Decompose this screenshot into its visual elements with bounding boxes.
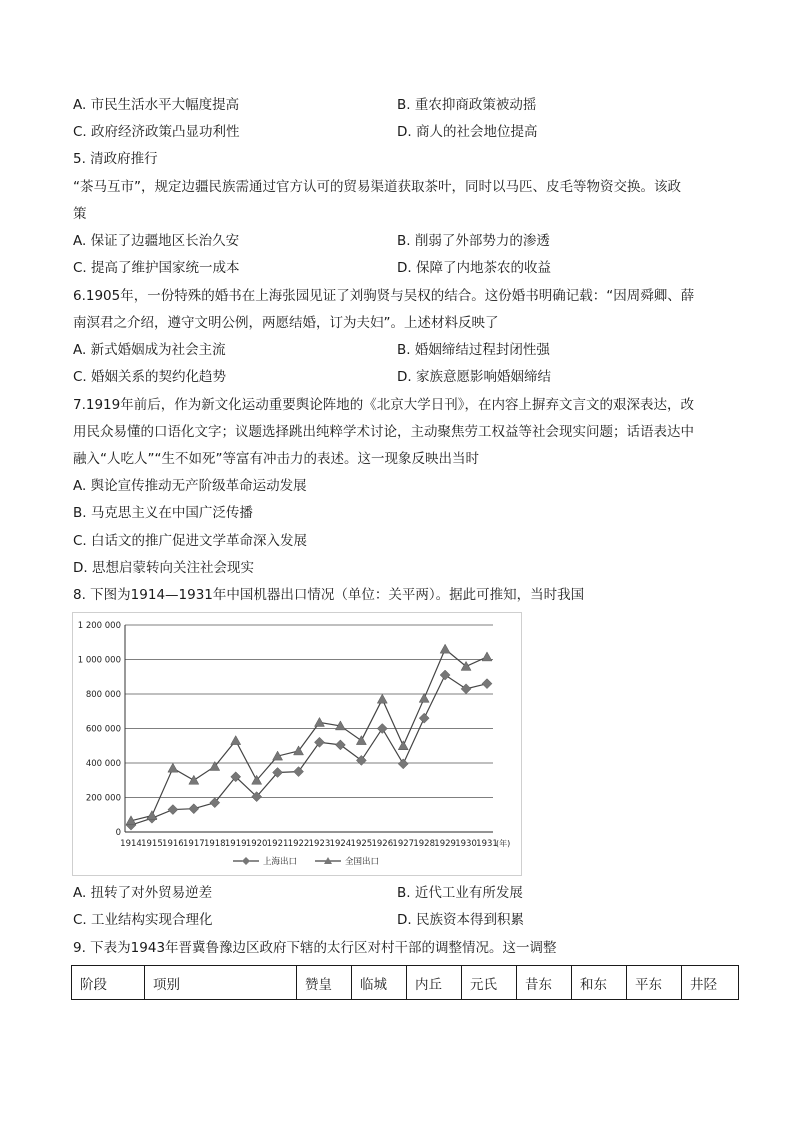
y-tick-label: 1 200 000 [77, 621, 121, 631]
q4-option-a: A. 市民生活水平大幅度提高 [73, 97, 240, 113]
table-header-cell: 项别 [145, 966, 297, 1000]
x-tick-label: 1914 [120, 839, 142, 849]
data-point-diamond [335, 740, 345, 750]
machine-export-chart [72, 612, 522, 876]
data-point-diamond [440, 670, 450, 680]
x-tick-label: 1918 [203, 839, 226, 849]
data-point-diamond [419, 713, 429, 723]
q6-stem-line2: 南溟君之介绍，遵守文明公例，两愿结婚，订为夫妇”。上述材料反映了 [73, 315, 499, 331]
q4-option-c: C. 政府经济政策凸显功利性 [73, 124, 240, 140]
q5-option-d: D. 保障了内地茶农的收益 [397, 260, 551, 276]
data-point-triangle [440, 644, 450, 653]
x-tick-label: 1926 [371, 839, 394, 849]
y-tick-label: 600 000 [85, 724, 121, 735]
table-header-cell: 昔东 [517, 966, 572, 1000]
q6-option-a: A. 新式婚姻成为社会主流 [73, 342, 226, 358]
x-tick-label: 1925 [350, 839, 373, 849]
data-point-diamond [398, 759, 408, 769]
data-point-triangle [398, 741, 408, 750]
table-header-cell: 内丘 [407, 966, 462, 1000]
x-tick-label: 1924 [329, 839, 352, 849]
x-tick-label: 1928 [413, 839, 435, 849]
q6-stem-line1: 6.1905年，一份特殊的婚书在上海张园见证了刘驹贤与吴权的结合。这份婚书明确记载：“因周舜卿、薛 [73, 288, 695, 304]
data-point-triangle [482, 652, 492, 661]
q8-option-b: B. 近代工业有所发展 [397, 885, 523, 901]
q6-option-b: B. 婚姻缔结过程封闭性强 [397, 342, 550, 358]
q9-stem: 9. 下表为1943年晋冀鲁豫边区政府下辖的太行区对村干部的调整情况。这一调整 [73, 940, 557, 956]
q5-stem-line3: 策 [73, 206, 87, 222]
x-tick-label: 1927 [392, 839, 415, 849]
table-header-cell: 和东 [572, 966, 627, 1000]
table-header-cell: 阶段 [72, 966, 145, 1000]
data-point-triangle [147, 811, 157, 820]
y-tick-label: 200 000 [85, 793, 121, 804]
q8-option-a: A. 扭转了对外贸易逆差 [73, 885, 213, 901]
q8-stem: 8. 下图为1914—1931年中国机器出口情况（单位：关平两）。据此可推知，当时我国 [73, 587, 585, 603]
table-header-cell: 临城 [352, 966, 407, 1000]
legend-label: 全国出口 [345, 857, 380, 867]
table-header-cell: 元氏 [462, 966, 517, 1000]
q8-option-c: C. 工业结构实现合理化 [73, 912, 213, 928]
y-tick-label: 0 [115, 828, 121, 838]
q7-stem-line3: 融入“人吃人”“生不如死”等富有冲击力的表述。这一现象反映出当时 [73, 451, 479, 467]
cadre-adjustment-table [71, 965, 739, 1000]
data-point-triangle [189, 775, 199, 784]
legend-marker-diamond [242, 857, 250, 865]
data-point-triangle [356, 736, 366, 745]
q7-stem-line1: 7.1919年前后，作为新文化运动重要舆论阵地的《北京大学日刊》，在内容上摒弃文言文的艰深表达，改 [73, 397, 694, 413]
q5-option-c: C. 提高了维护国家统一成本 [73, 260, 240, 276]
data-point-triangle [231, 736, 241, 745]
series-line-1 [131, 649, 487, 821]
x-tick-label: 1917 [183, 839, 205, 849]
q6-option-c: C. 婚姻关系的契约化趋势 [73, 369, 227, 385]
x-tick-label: 1923 [308, 839, 331, 849]
y-tick-label: 1 000 000 [77, 655, 121, 666]
x-tick-label: 1920 [245, 839, 268, 849]
table-header-cell: 平东 [627, 966, 682, 1000]
q7-option-d: D. 思想启蒙转向关注社会现实 [73, 560, 254, 576]
data-point-triangle [377, 694, 387, 703]
data-point-diamond [482, 679, 492, 689]
q7-option-c: C. 白话文的推广促进文学革命深入发展 [73, 533, 308, 549]
q7-stem-line2: 用民众易懂的口语化文字；议题选择跳出纯粹学术讨论，主动聚焦劳工权益等社会现实问题；话语表达中 [73, 424, 694, 440]
x-tick-label: 1919 [224, 839, 247, 849]
x-tick-label: 1930 [455, 839, 477, 849]
data-point-triangle [419, 693, 429, 702]
x-tick-label: 1929 [434, 839, 456, 849]
table-header-row [72, 966, 739, 1000]
x-tick-label: 1921 [266, 839, 289, 849]
y-tick-label: 400 000 [85, 759, 121, 769]
q6-option-d: D. 家族意愿影响婚姻缔结 [397, 369, 551, 385]
series-line-0 [131, 675, 487, 825]
data-point-diamond [314, 737, 324, 747]
data-point-diamond [461, 684, 471, 694]
data-point-triangle [314, 717, 324, 726]
q7-option-a: A. 舆论宣传推动无产阶级革命运动发展 [73, 478, 307, 494]
data-point-diamond [294, 767, 304, 777]
q5-stem-line2: “茶马互市”，规定边疆民族需通过官方认可的贸易渠道获取茶叶，同时以马匹、皮毛等物资交换。该政 [73, 179, 681, 195]
data-point-triangle [168, 763, 178, 772]
q8-option-d: D. 民族资本得到积累 [397, 912, 524, 928]
x-tick-label: 1916 [162, 839, 184, 849]
legend-label: 上海出口 [263, 857, 298, 867]
q5-stem-line1: 5. 清政府推行 [73, 151, 158, 167]
data-point-diamond [377, 724, 387, 734]
q7-option-b: B. 马克思主义在中国广泛传播 [73, 505, 253, 521]
y-tick-label: 800 000 [85, 690, 121, 700]
table-header-cell: 井陉 [682, 966, 739, 1000]
q5-option-b: B. 削弱了外部势力的渗透 [397, 233, 550, 249]
line-chart-svg [73, 613, 521, 875]
q5-option-a: A. 保证了边疆地区长治久安 [73, 233, 240, 249]
data-point-triangle [294, 746, 304, 755]
table-header-cell: 赞皇 [297, 966, 352, 1000]
x-tick-label: 1931 [476, 839, 498, 849]
x-tick-label: 1915 [141, 839, 163, 849]
data-point-diamond [356, 755, 366, 765]
q4-option-d: D. 商人的社会地位提高 [397, 124, 538, 140]
data-point-diamond [189, 804, 199, 814]
x-tick-label: 1922 [287, 839, 310, 849]
q4-option-b: B. 重农抑商政策被动摇 [397, 97, 537, 113]
data-point-diamond [168, 805, 178, 815]
x-unit-label: (年) [496, 839, 511, 848]
